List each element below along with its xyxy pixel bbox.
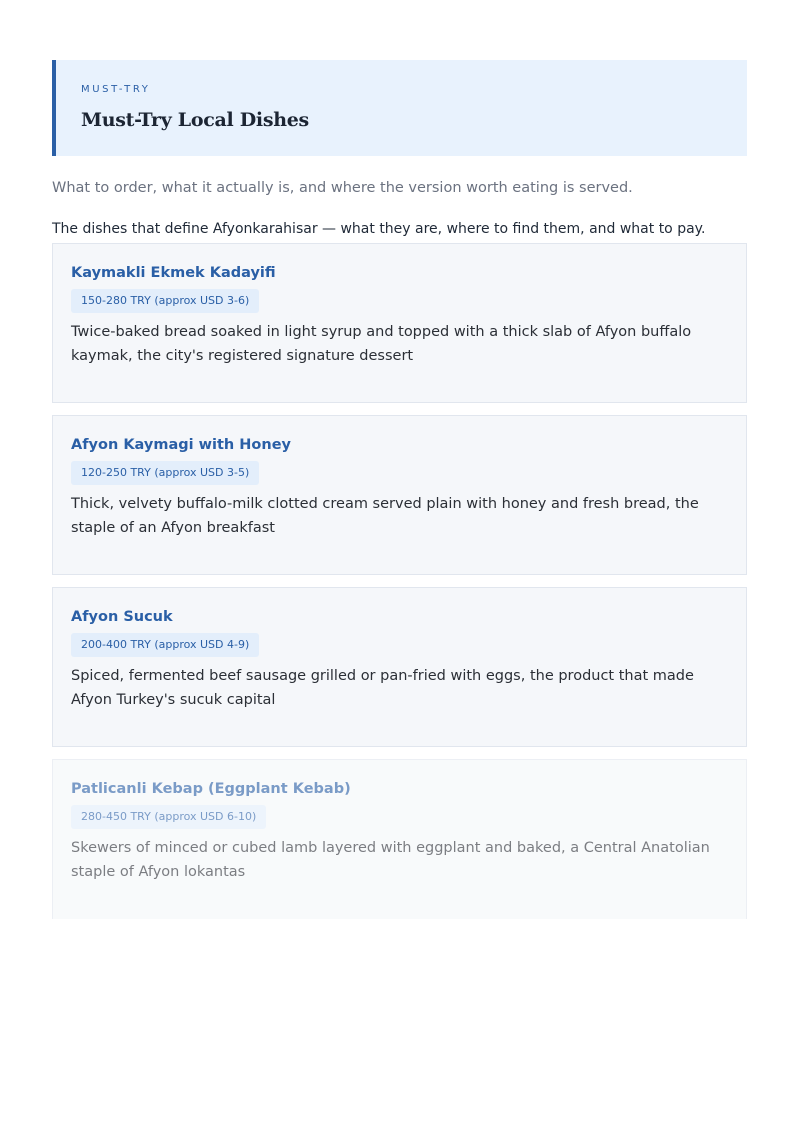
dish-price-badge: 280-450 TRY (approx USD 6-10) (71, 805, 266, 829)
section-header (52, 60, 747, 156)
section-eyebrow: MUST-TRY (81, 84, 151, 95)
dish-price-badge: 150-280 TRY (approx USD 3-6) (71, 289, 259, 313)
dish-name: Kaymakli Ekmek Kadayifi (71, 265, 276, 281)
dish-card (52, 243, 747, 403)
dish-description: Thick, velvety buffalo-milk clotted cream served plain with honey and fresh bread, the staple of an Afyon breakfast (71, 496, 699, 536)
section-title: Must-Try Local Dishes (81, 109, 309, 131)
section-intro: The dishes that define Afyonkarahisar — what they are, where to find them, and what to pay. (52, 221, 706, 237)
dish-name: Afyon Sucuk (71, 609, 173, 625)
dish-card (52, 759, 747, 919)
must-try-section (52, 60, 747, 931)
dish-description: Spiced, fermented beef sausage grilled or pan-fried with eggs, the product that made Afyon Turkey's sucuk capital (71, 668, 694, 708)
page-blank-area (0, 928, 800, 1132)
dish-list (52, 243, 747, 919)
dish-name: Patlicanli Kebap (Eggplant Kebab) (71, 781, 351, 797)
dish-card (52, 415, 747, 575)
section-lede: What to order, what it actually is, and where the version worth eating is served. (52, 180, 633, 196)
dish-card (52, 587, 747, 747)
dish-price-badge: 200-400 TRY (approx USD 4-9) (71, 633, 259, 657)
dish-description: Twice-baked bread soaked in light syrup and topped with a thick slab of Afyon buffalo kaymak, the city's registered signature dessert (71, 324, 692, 364)
dish-description: Skewers of minced or cubed lamb layered with eggplant and baked, a Central Anatolian staple of Afyon lokantas (71, 840, 710, 880)
dish-price-badge: 120-250 TRY (approx USD 3-5) (71, 461, 259, 485)
dish-name: Afyon Kaymagi with Honey (71, 437, 292, 453)
